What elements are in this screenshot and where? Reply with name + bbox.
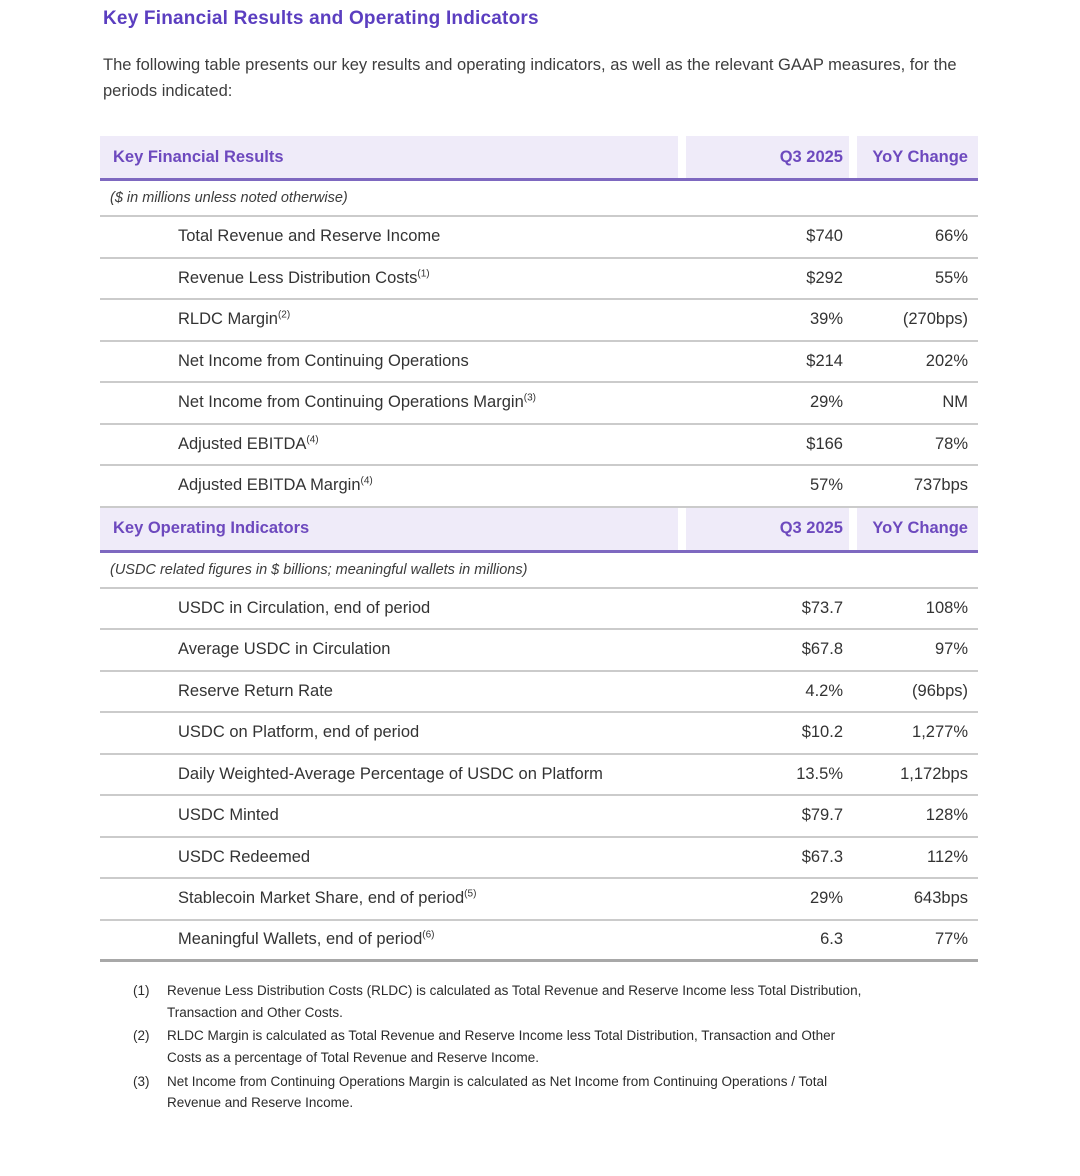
table-row <box>100 879 978 921</box>
row-value-yoy-change: 737bps <box>913 476 968 495</box>
footnote-number: (3) <box>133 1073 150 1089</box>
table-row <box>100 755 978 797</box>
row-value-yoy-change: 97% <box>934 640 968 659</box>
footnote-number: (1) <box>133 983 150 999</box>
unit-note: ($ in millions unless noted otherwise) <box>100 181 978 217</box>
footnote-text: RLDC Margin is calculated as Total Revenue and Reserve Income less Total Distribution, Transaction and Other Costs as a percentage of Total Revenue and Reserve Income. <box>167 1028 836 1065</box>
row-value-q3-2025: 4.2% <box>805 681 843 700</box>
row-label <box>100 227 678 246</box>
column-header-period: Q3 2025 <box>686 508 849 550</box>
row-value-yoy-change: 78% <box>934 434 968 453</box>
table-row <box>100 838 978 880</box>
section-rows <box>100 589 978 963</box>
table-row <box>100 425 978 467</box>
row-label <box>100 682 678 701</box>
row-label <box>100 310 678 329</box>
row-label <box>100 269 678 288</box>
row-value-yoy-change: 77% <box>934 930 968 949</box>
row-value-yoy-change: 1,172bps <box>900 764 968 783</box>
footnote-ref: (5) <box>464 888 477 900</box>
row-label <box>100 435 678 454</box>
footnote-ref: (1) <box>417 268 430 280</box>
table-row <box>100 921 978 963</box>
row-label-text: Total Revenue and Reserve Income <box>178 227 441 246</box>
row-value-q3-2025: 29% <box>809 889 843 908</box>
footnotes <box>133 980 1080 1114</box>
unit-note: (USDC related figures in $ billions; meaningful wallets in millions) <box>100 553 978 589</box>
row-label <box>100 476 678 495</box>
row-label-text: USDC Minted <box>178 806 279 825</box>
footnote-text: Net Income from Continuing Operations Margin is calculated as Net Income from Continuing Operations / Total Revenue and Reserve Income. <box>167 1073 828 1111</box>
column-header-period: Q3 2025 <box>686 136 849 178</box>
footnote-text: Revenue Less Distribution Costs (RLDC) is calculated as Total Revenue and Reserve Income less Total Distribution, Transaction and Other Costs. <box>167 983 862 1020</box>
row-label <box>100 640 678 659</box>
table-row <box>100 466 978 508</box>
table-row <box>100 300 978 342</box>
row-label <box>100 352 678 371</box>
column-header-yoy-change: YoY Change <box>857 508 978 550</box>
row-value-q3-2025: $292 <box>806 268 843 287</box>
section-key-financial-results <box>100 136 978 508</box>
row-value-q3-2025: $10.2 <box>801 723 843 742</box>
row-value-yoy-change: 55% <box>934 268 968 287</box>
footnote-item <box>133 1071 1080 1114</box>
table-row <box>100 217 978 259</box>
section-header <box>100 508 978 553</box>
footnote-ref: (4) <box>306 434 319 446</box>
row-value-yoy-change: 1,277% <box>912 723 968 742</box>
row-value-yoy-change: (96bps) <box>912 681 968 700</box>
row-value-q3-2025: 39% <box>809 310 843 329</box>
row-label <box>100 393 678 412</box>
row-value-q3-2025: $67.3 <box>801 847 843 866</box>
table-row <box>100 713 978 755</box>
row-label-text: Revenue Less Distribution Costs <box>178 268 418 287</box>
section-title: Key Operating Indicators <box>100 508 678 550</box>
row-value-q3-2025: $79.7 <box>801 806 843 825</box>
intro-text: The following table presents our key results and operating indicators, as well as the relevant GAAP measures, for the periods indicated: <box>103 56 957 101</box>
row-value-q3-2025: $214 <box>806 351 843 370</box>
row-label-text: RLDC Margin <box>178 310 278 329</box>
row-value-yoy-change: 202% <box>925 351 968 370</box>
table-row <box>100 672 978 714</box>
section-key-operating-indicators <box>100 508 978 963</box>
section-header <box>100 136 978 181</box>
row-label-text: Stablecoin Market Share, end of period <box>178 889 465 908</box>
footnote-ref: (3) <box>523 392 536 404</box>
table-row <box>100 630 978 672</box>
column-header-yoy-change: YoY Change <box>857 136 978 178</box>
row-label-text: Reserve Return Rate <box>178 681 333 700</box>
table-row <box>100 342 978 384</box>
footnote-ref: (4) <box>360 475 373 487</box>
row-label <box>100 930 678 949</box>
row-value-q3-2025: 13.5% <box>796 764 843 783</box>
row-label <box>100 723 678 742</box>
row-value-q3-2025: $67.8 <box>801 640 843 659</box>
row-label <box>100 599 678 618</box>
footnote-item <box>133 1025 1080 1068</box>
row-label-text: USDC in Circulation, end of period <box>178 598 431 617</box>
row-value-q3-2025: $166 <box>806 434 843 453</box>
row-value-q3-2025: 6.3 <box>820 930 843 949</box>
row-label <box>100 889 678 908</box>
row-value-yoy-change: NM <box>942 393 968 412</box>
row-label <box>100 806 678 825</box>
row-value-yoy-change: 128% <box>925 806 968 825</box>
row-value-q3-2025: $740 <box>806 227 843 246</box>
financial-table <box>100 136 978 962</box>
row-label-text: Adjusted EBITDA Margin <box>178 476 361 495</box>
row-label-text: Daily Weighted-Average Percentage of USDC on Platform <box>178 764 603 783</box>
table-row <box>100 383 978 425</box>
row-value-yoy-change: 108% <box>925 598 968 617</box>
row-value-yoy-change: 643bps <box>913 889 968 908</box>
row-label-text: Meaningful Wallets, end of period <box>178 930 423 949</box>
row-value-q3-2025: 29% <box>809 393 843 412</box>
row-value-q3-2025: 57% <box>809 476 843 495</box>
footnote-item <box>133 980 1080 1023</box>
footnote-ref: (2) <box>277 309 291 321</box>
section-title: Key Financial Results <box>100 136 678 178</box>
row-label-text: Net Income from Continuing Operations <box>178 351 469 370</box>
row-value-yoy-change: (270bps) <box>902 310 968 329</box>
table-row <box>100 796 978 838</box>
row-value-yoy-change: 66% <box>934 227 968 246</box>
page-title: Key Financial Results and Operating Indicators <box>103 8 539 29</box>
table-row <box>100 259 978 301</box>
row-label <box>100 848 678 867</box>
row-value-q3-2025: $73.7 <box>801 598 843 617</box>
row-label <box>100 765 678 784</box>
footnote-ref: (6) <box>422 929 435 941</box>
row-label-text: Average USDC in Circulation <box>178 640 391 659</box>
row-value-yoy-change: 112% <box>927 847 968 866</box>
table-row <box>100 589 978 631</box>
row-label-text: USDC on Platform, end of period <box>178 723 420 742</box>
row-label-text: Adjusted EBITDA <box>178 434 307 453</box>
footnote-number: (2) <box>133 1028 150 1044</box>
section-rows <box>100 217 978 508</box>
row-label-text: USDC Redeemed <box>178 847 311 866</box>
row-label-text: Net Income from Continuing Operations Margin <box>178 393 524 412</box>
